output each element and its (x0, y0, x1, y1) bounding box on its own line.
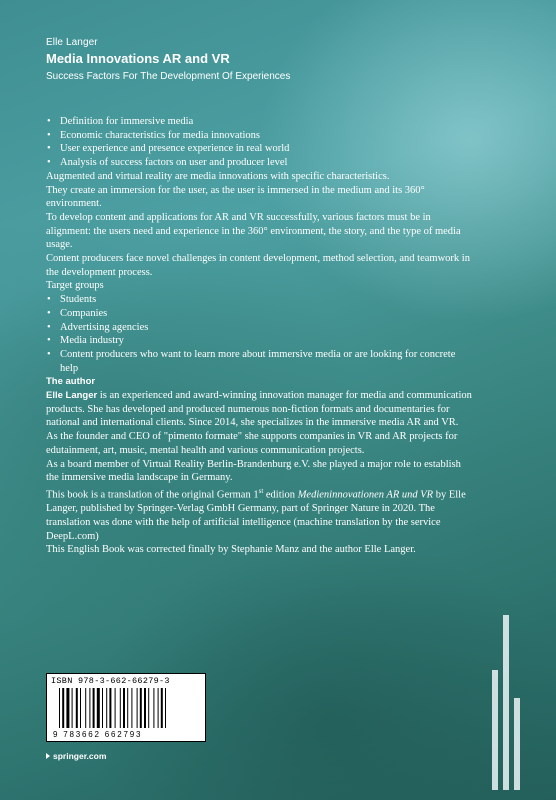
publisher-url: springer.com (53, 751, 107, 761)
barcode-digits: 9 783662 662793 (53, 730, 143, 739)
list-item: • Content producers who want to learn more about immersive media or are looking for concrete help (46, 348, 472, 375)
paragraph: They create an immersion for the user, as the user is immersed in the medium and its 360° environment. (46, 184, 425, 210)
feature-list (46, 115, 472, 170)
list-item: • Companies (46, 307, 472, 321)
decor-bar-2 (503, 615, 509, 790)
book-subtitle: Success Factors For The Development Of Experiences (46, 71, 291, 82)
isbn-label: ISBN 978-3-662-66279-3 (51, 676, 170, 686)
author-name: Elle Langer (46, 37, 98, 48)
list-item: • Media industry (46, 334, 472, 348)
decor-bar-1 (492, 670, 498, 790)
author-bio (46, 389, 472, 458)
back-cover-text (46, 115, 472, 557)
paragraph: To develop content and applications for AR and VR successfully, various factors must be in alignment: the users need and experience in the 360° environment, the story, and the type of media usage. (46, 211, 461, 251)
list-item: • Analysis of success factors on user and producer level (46, 156, 472, 170)
correction-note: This English Book was corrected finally by Stephanie Manz and the author Elle Langer. (46, 544, 416, 556)
arrow-right-icon (46, 753, 50, 759)
author-bio-text: is an experienced and award-winning innovation manager for media and communication products. She has developed and produced numerous non-fiction formats and documentaries for national and international clients. Since 2014, she specializes in the immersive media AR and VR. As the founder and CEO of "pimento formate" she supports companies in VR and AR projects for edutainment, art, music, mental health and various communication projects. (46, 390, 472, 456)
list-item: • Students (46, 293, 472, 307)
paragraph: Content producers face novel challenges in content development, method selection, and teamwork in the development process. (46, 253, 470, 278)
book-title: Media Innovations AR and VR (46, 51, 230, 66)
publisher-link[interactable] (46, 751, 106, 761)
author-board-text: As a board member of Virtual Reality Berlin-Brandenburg e.V. she played a major role to establish the immersive media landscape in Germany. (46, 458, 461, 484)
author-heading: The author (46, 376, 96, 388)
original-title: Medieninnovationen AR und VR (297, 489, 434, 501)
translation-note: This book is a translation of the original German 1st edition Medieninnovationen AR und VR by Elle Langer, published by Springer-Verlag GmbH Germany, part of Springer Nature in 2020. The translation was done with the help of artificial intelligence (machine translation by the service DeepL.com) (46, 486, 466, 542)
author-bio-name: Elle Langer (46, 390, 98, 402)
list-item: • Advertising agencies (46, 321, 472, 335)
target-groups-list (46, 293, 472, 375)
decor-bar-3 (514, 698, 520, 790)
list-item: • User experience and presence experience in real world (46, 142, 472, 156)
list-item: • Economic characteristics for media innovations (46, 129, 472, 143)
list-item: • Definition for immersive media (46, 115, 472, 129)
paragraph: Augmented and virtual reality are media innovations with specific characteristics. (46, 170, 390, 182)
barcode-icon (59, 688, 195, 728)
target-groups-heading: Target groups (46, 280, 104, 292)
isbn-barcode (46, 673, 206, 742)
